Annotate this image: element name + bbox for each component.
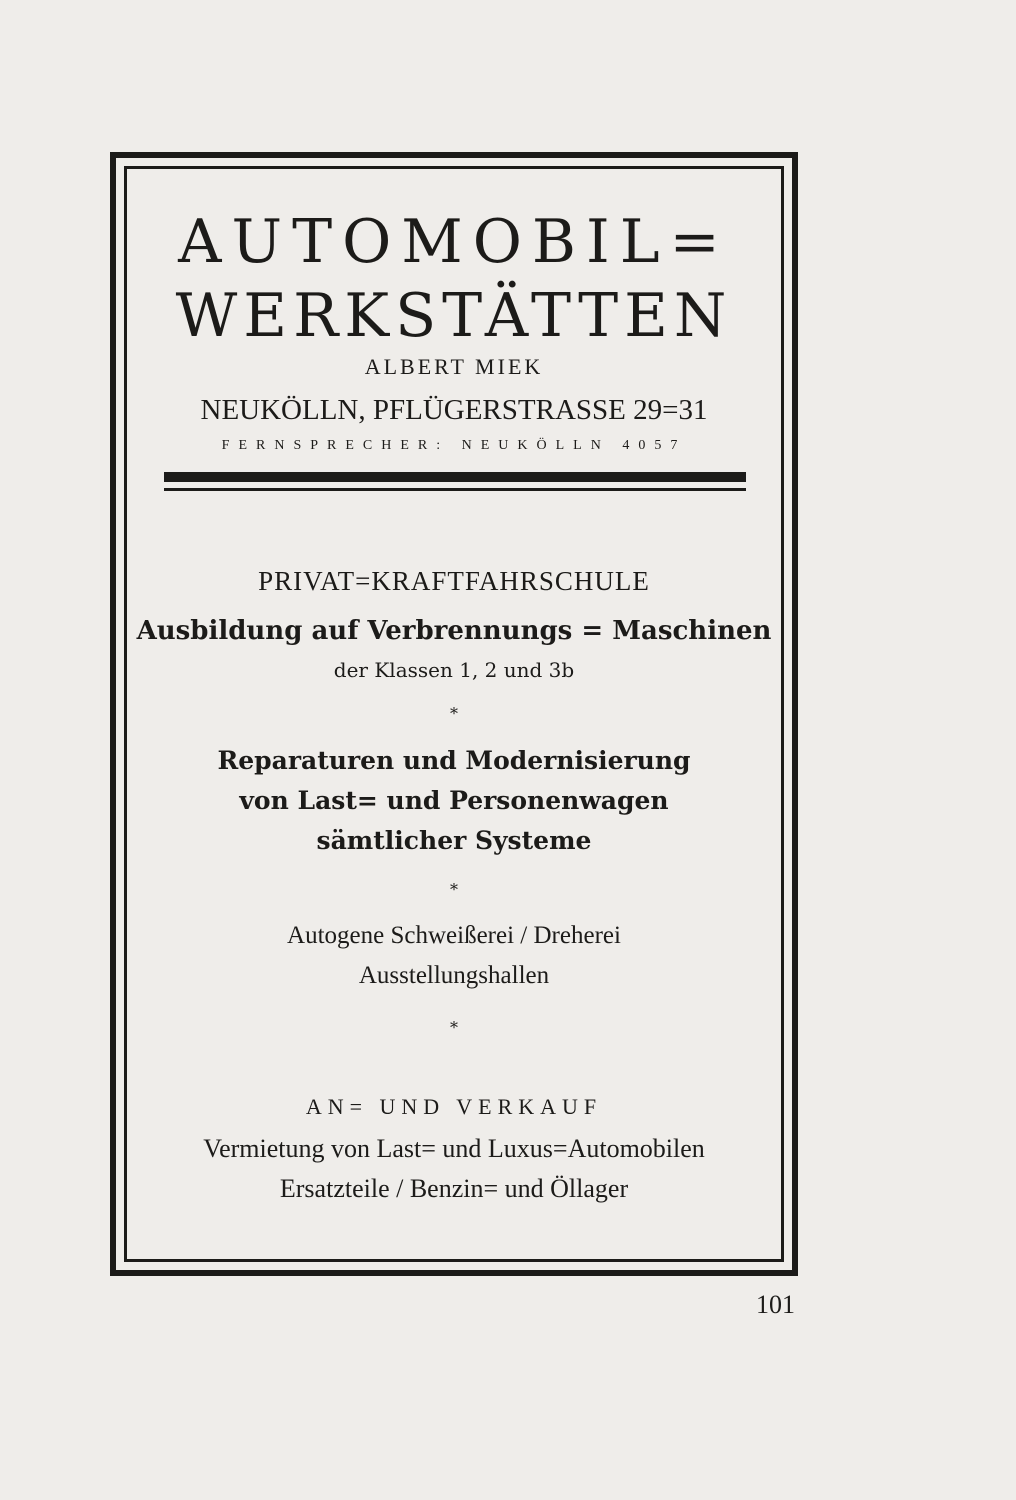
page-number: 101 [756,1290,795,1319]
school-line-1: Ausbildung auf Verbrennungs = Maschinen [136,616,772,646]
repair-line-2: von Last= und Personenwagen [239,786,669,815]
school-line-2: der Klassen 1, 2 und 3b [333,658,575,682]
title-line-2: WERKSTÄTTEN [175,281,733,351]
sales-line-1: Vermietung von Last= und Luxus=Automobilen [203,1134,705,1163]
title-line-1: AUTOMOBIL= [178,207,730,277]
repair-line-1: Reparaturen und Modernisierung [217,746,691,775]
owner-name: ALBERT MIEK [364,354,544,379]
advertisement [130,166,778,1256]
divider-thin [164,488,746,491]
address: NEUKÖLLN, PFLÜGERSTRASSE 29=31 [200,394,708,426]
asterism-icon: * [450,1018,458,1037]
asterism-icon: * [450,880,458,899]
divider-thick [164,472,746,482]
phone-number: FERNSPRECHER: NEUKÖLLN 4057 [221,438,687,453]
asterism-icon: * [450,704,458,723]
welding-line-1: Autogene Schweißerei / Dreherei [287,922,621,949]
sales-line-2: Ersatzteile / Benzin= und Öllager [279,1174,629,1203]
sales-heading: AN= UND VERKAUF [305,1094,603,1119]
repair-line-3: sämtlicher Systeme [316,826,592,855]
school-heading: PRIVAT=KRAFTFAHRSCHULE [258,566,650,596]
welding-line-2: Ausstellungshallen [358,962,550,989]
